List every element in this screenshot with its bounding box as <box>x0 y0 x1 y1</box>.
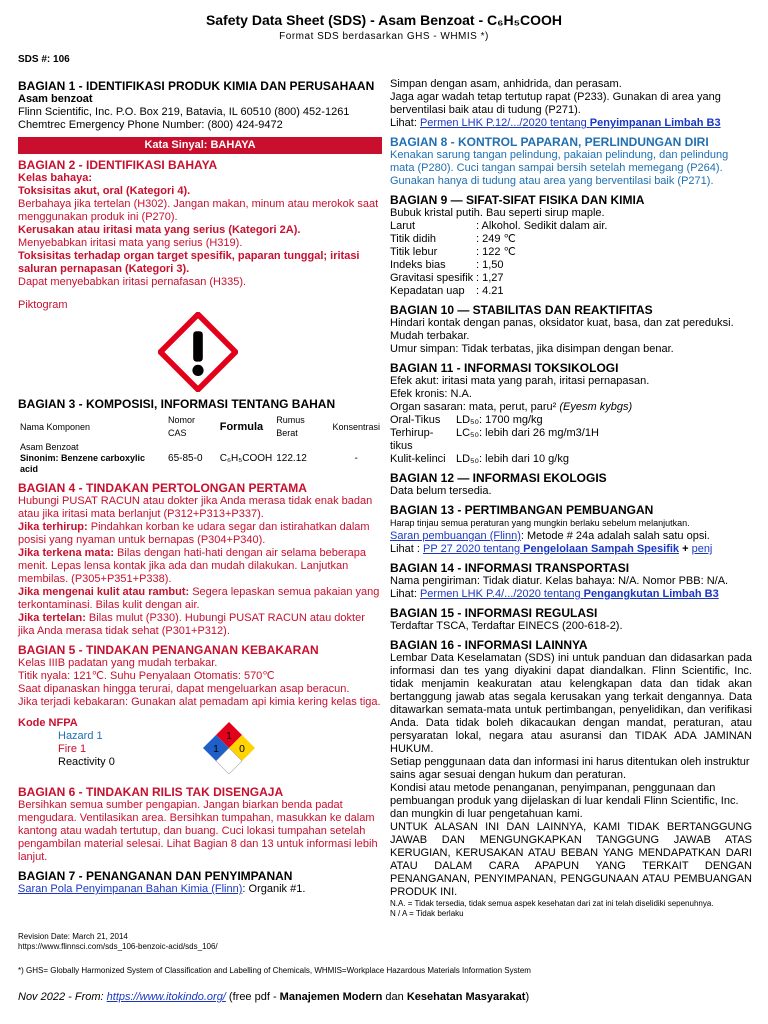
prop-value: : 249 ℃ <box>476 233 516 245</box>
regulation-more-link[interactable]: penj <box>691 543 713 555</box>
bottom-credit: Nov 2022 - From: https://www.itokindo.org/ (free pdf - Manajemen Modern dan Kesehatan Masyarakat) <box>18 991 530 1003</box>
na-note-2: N / A = Tidak berlaku <box>390 909 464 918</box>
skin-contact-text: Segera lepaskan semua pakaian yang terkontaminasi. Bilas kulit dengan air. <box>18 586 380 611</box>
section-12-heading: BAGIAN 12 — INFORMASI EKOLOGIS <box>390 471 607 485</box>
prop-label: Titik didih <box>390 233 437 245</box>
nfpa-reactivity-value: 0 <box>239 744 245 756</box>
other-info-p4: UNTUK ALASAN INI DAN LAINNYA, KAMI TIDAK BERTANGGUNG JAWAB DAN MENGUNGKAPKAN TANGGUNG JAWAB ATAS KERUGIAN, KERUSAKAN ATAU BEBAN YANG MENDAPATKAN DARI ATAU DALAM CARA APAPUN YANG TERKAIT DENGAN PENANGANAN, PENYIMPANAN, PENGGUNAAN ATAU PEMBUANGAN PRODUK INI. <box>390 821 752 898</box>
section-6-heading: BAGIAN 6 - TINDAKAN RILIS TAK DISENGAJA <box>18 785 284 799</box>
eye-contact-text: Bilas dengan hati-hati dengan air selama beberapa menit. Lepas lensa kontak jika ada dan mudah dilakukan. Lanjutkan membilas. (P305+P351+P338). <box>18 547 366 585</box>
ecology-text: Data belum tersedia. <box>390 485 492 497</box>
storage-see-label: Lihat: <box>390 117 420 129</box>
source-url: https://www.flinnsci.com/sds_106-benzoic-acid/sds_106/ <box>18 942 218 951</box>
transport-text: Nama pengiriman: Tidak diatur. Kelas bahaya: N/A. Nomor PBB: N/A. <box>390 575 729 587</box>
nfpa-fire-value: 1 <box>226 731 232 743</box>
storage-pattern-link[interactable]: Saran Pola Penyimpanan Bahan Kimia (Flinn) <box>18 883 243 895</box>
tox-route: Oral-Tikus <box>390 414 441 426</box>
component-synonym: Sinonim: Benzene carboxylic acid <box>20 453 146 474</box>
nfpa-diamond-icon <box>203 722 255 774</box>
prop-value: : 1,50 <box>476 259 504 271</box>
prop-value: : 122 ℃ <box>476 246 516 258</box>
company-info: Flinn Scientific, Inc. P.O. Box 219, Batavia, IL 60510 (800) 452-1261 <box>18 106 350 118</box>
component-cell <box>18 441 166 476</box>
revision-info <box>18 932 218 952</box>
prop-label: Larut <box>390 220 416 232</box>
section-10-heading: BAGIAN 10 — STABILITAS DAN REAKTIFITAS <box>390 303 653 317</box>
tox-value: LD₅₀: 1700 mg/kg <box>456 414 543 426</box>
section-2-heading: BAGIAN 2 - IDENTIFIKASI BAHAYA <box>18 158 218 172</box>
prop-label: Indeks bias <box>390 259 446 271</box>
formula-value: C₆H₅COOH <box>219 453 273 464</box>
other-info-p3: Kondisi atau metode penanganan, penyimpanan, penggunaan dan pembuangan produk yang dijelaskan di luar kendali Flinn Scientific, Inc. dan mungkin di luar pengetahuan kami. <box>390 782 739 820</box>
prop-label: Kepadatan uap <box>390 285 465 297</box>
right-column <box>390 78 752 919</box>
hazard-1-title: Toksisitas akut, oral (Kategori 4). <box>18 185 191 197</box>
disposal-note: Harap tinjau semua peraturan yang mungkin berlaku sebelum melanjutkan. <box>390 518 690 528</box>
nfpa-fire: Fire 1 <box>58 743 87 755</box>
prop-value: : 1,27 <box>476 272 504 284</box>
ghs-pictogram <box>158 312 278 392</box>
ingestion-label: Jika tertelan: <box>18 612 86 624</box>
skin-contact-label: Jika mengenai kulit atau rambut: <box>18 586 190 598</box>
tox-value: LC₅₀: lebih dari 26 mg/m3/1H <box>456 427 599 439</box>
document-subtitle: Format SDS berdasarkan GHS - WHMIS *) <box>279 31 489 42</box>
regulatory-text: Terdaftar TSCA, Terdaftar EINECS (200-618-2). <box>390 620 623 632</box>
section-4-heading: BAGIAN 4 - TINDAKAN PERTOLONGAN PERTAMA <box>18 481 307 495</box>
ingestion-text: Bilas mulut (P330). Hubungi PUSAT RACUN atau dokter jika Anda merasa tidak sehat (P301+P312). <box>18 612 365 637</box>
section-5-heading: BAGIAN 5 - TINDAKAN PENANGANAN KEBAKARAN <box>18 643 319 657</box>
section-16-heading: BAGIAN 16 - INFORMASI LAINNYA <box>390 638 588 652</box>
section-9-heading: BAGIAN 9 — SIFAT-SIFAT FISIKA DAN KIMIA <box>390 193 645 207</box>
component-name: Asam Benzoat <box>20 442 79 452</box>
nfpa-health-value: 1 <box>213 744 219 756</box>
section-13-heading: BAGIAN 13 - PERTIMBANGAN PEMBUANGAN <box>390 503 654 517</box>
regulation-p12-link[interactable]: Permen LHK P.12/.../2020 tentang Penyimpanan Limbah B3 <box>419 117 721 129</box>
other-info-p1: Lembar Data Keselamatan (SDS) ini untuk panduan dan didasarkan pada informasi dan tes yang diyakini dapat diandalkan. Flinn Scientific, Inc. tidak menjamin keakuratan atau kelengkapan data dan tidak akan bertanggung jawab atas segala kerusakan yang terkait dengannya. Data ditawarkan semata-mata untuk pertimbangan, penyelidikan, dan verifikasi Anda. Data tidak boleh dikacaukan dengan mandat, peraturan, atau persyaratan lokal, negara atau asuransi dan TIDAK ADA JAMINAN HUKUM. <box>390 652 752 755</box>
section-11-heading: BAGIAN 11 - INFORMASI TOKSIKOLOGI <box>390 361 619 375</box>
regulation-pp27-link[interactable]: PP 27 2020 tentang Pengelolaan Sampah Spesifik <box>423 543 680 555</box>
nfpa-block <box>18 730 382 786</box>
inhalation-label: Jika terhirup: <box>18 521 88 533</box>
plus-separator: + <box>679 543 692 555</box>
exclamation-mark-icon <box>158 312 238 392</box>
shelf-life-text: Umur simpan: Tidak terbatas, jika disimpan dengan benar. <box>390 343 674 355</box>
itokindo-link[interactable]: https://www.itokindo.org/ <box>106 991 226 1003</box>
section-8-heading: BAGIAN 8 - KONTROL PAPARAN, PERLINDUNGAN DIRI <box>390 135 709 149</box>
section-3-heading: BAGIAN 3 - KOMPOSISI, INFORMASI TENTANG BAHAN <box>18 397 336 411</box>
physical-description: Bubuk kristal putih. Bau seperti sirup maple. <box>390 207 605 219</box>
hazard-class-label: Kelas bahaya: <box>18 172 92 184</box>
section-7-heading: BAGIAN 7 - PENANGANAN DAN PENYIMPANAN <box>18 869 293 883</box>
transport-see-label: Lihat: <box>390 588 420 600</box>
eye-contact-label: Jika terkena mata: <box>18 547 114 559</box>
prop-value: : Alkohol. Sedikit dalam air. <box>476 220 608 232</box>
other-info-p2: Setiap penggunaan data dan informasi ini harus ditentukan oleh instruktur sains agar sesuai dengan hukum dan peraturan. <box>390 756 750 781</box>
nfpa-label: Kode NFPA <box>18 717 78 729</box>
conc-value: - <box>354 453 358 464</box>
stability-text: Hindari kontak dengan panas, oksidator kuat, basa, dan zat pereduksi. Mudah terbakar. <box>390 317 734 342</box>
hazard-2-text: Menyebabkan iritasi mata yang serius (H319). <box>18 237 243 249</box>
disposal-advice-link[interactable]: Saran pembuangan (Flinn) <box>390 530 521 542</box>
spill-text: Bersihkan semua sumber pengapian. Jangan biarkan benda padat mengudara. Ventilasikan area. Bersihkan tumpahan, masukkan ke dalam kantong atau wadah tertutup, dan buang. Cuci lokasi tumpahan setelah pengambilan material selesai. Lihat Bagian 8 dan 13 untuk informasi lebih lanjut. <box>18 799 378 863</box>
composition-table <box>18 413 382 476</box>
weight-value: 122.12 <box>276 453 307 464</box>
fire-line-1: Kelas IIIB padatan yang mudah terbakar. <box>18 657 218 669</box>
target-organs: Organ sasaran: mata, perut, paru² <box>390 401 557 413</box>
hazard-2-title: Kerusakan atau iritasi mata yang serius (Kategori 2A). <box>18 224 301 236</box>
col-cas: Nomor CAS <box>168 415 196 438</box>
sds-number: SDS #: 106 <box>18 54 70 65</box>
hazard-3-title: Toksisitas terhadap organ target spesifik, paparan tunggal; iritasi saluran pernapasan (Kategori 3). <box>18 250 360 275</box>
disposal-advice-rest: : Metode # 24a adalah salah satu opsi. <box>520 530 710 542</box>
exposure-text: Kenakan sarung tangan pelindung, pakaian pelindung, dan pelindung mata (P280). Cuci tangan sampai bersih setelah memegang (P264). Gunakan hanya di tudung atau area yang berventilasi baik (P271). <box>390 149 729 187</box>
fire-line-2: Titik nyala: 121℃. Suhu Penyalaan Otomatis: 570℃ <box>18 670 275 682</box>
left-column <box>18 78 382 896</box>
col-conc: Konsentrasi <box>332 421 380 432</box>
section-14-heading: BAGIAN 14 - INFORMASI TRANSPORTASI <box>390 561 630 575</box>
regulation-p4-link[interactable]: Permen LHK P.4/.../2020 tentang Pengangkutan Limbah B3 <box>419 588 719 600</box>
prop-label: Titik lebur <box>390 246 438 258</box>
hazard-3-text: Dapat menyebabkan iritasi pernafasan (H335). <box>18 276 247 288</box>
nfpa-hazard: Hazard 1 <box>58 730 103 742</box>
na-note-1: N.A. = Tidak tersedia, tidak semua aspek kesehatan dari zat ini telah diselidiki sepenuhnya. <box>390 899 714 908</box>
col-formula: Formula <box>219 420 264 433</box>
tox-route: Kulit-kelinci <box>390 453 446 465</box>
prop-value: : 4.21 <box>476 285 504 297</box>
nfpa-reactivity: Reactivity 0 <box>58 756 115 768</box>
product-name: Asam benzoat <box>18 93 93 105</box>
revision-date: Revision Date: March 21, 2014 <box>18 932 128 941</box>
storage-line-1: Simpan dengan asam, anhidrida, dan perasam. <box>390 78 622 90</box>
fire-line-4: Jika terjadi kebakaran: Gunakan alat pemadam api kimia kering kelas tiga. <box>18 696 381 708</box>
storage-pattern-rest: : Organik #1. <box>242 883 306 895</box>
fire-line-3: Saat dipanaskan hingga terurai, dapat mengeluarkan asap beracun. <box>18 683 350 695</box>
col-name: Nama Komponen <box>20 421 91 432</box>
acute-effects: Efek akut: iritasi mata yang parah, iritasi pernapasan. <box>390 375 650 387</box>
section-15-heading: BAGIAN 15 - INFORMASI REGULASI <box>390 606 598 620</box>
pictogram-label: Piktogram <box>18 299 68 311</box>
section-1-heading: BAGIAN 1 - IDENTIFIKASI PRODUK KIMIA DAN PERUSAHAAN <box>18 79 375 93</box>
cas-value: 65-85-0 <box>168 453 203 464</box>
hazard-1-text: Berbahaya jika tertelan (H302). Jangan makan, minum atau merokok saat menggunakan produk ini (P270). <box>18 198 379 223</box>
signal-word-banner: Kata Sinyal: BAHAYA <box>18 137 382 154</box>
document-title: Safety Data Sheet (SDS) - Asam Benzoat - C₆H₅COOH <box>205 12 563 28</box>
tox-value: LD₅₀: lebih dari 10 g/kg <box>456 453 569 465</box>
disposal-see-label: Lihat : <box>390 543 424 555</box>
inhalation-text: Pindahkan korban ke udara segar dan istirahatkan dalam posisi yang nyaman untuk bernapas (P304+P340). <box>18 521 370 546</box>
prop-label: Gravitasi spesifik <box>390 272 474 284</box>
chronic-effects: Efek kronis: N.A. <box>390 388 472 400</box>
col-weight: Rumus Berat <box>276 415 305 438</box>
first-aid-intro: Hubungi PUSAT RACUN atau dokter jika Anda merasa tidak enak badan atau jika iritasi mata berlanjut (P312+P313+P337). <box>18 495 373 520</box>
target-organs-note: (Eyesm kybgs) <box>559 401 633 413</box>
ghs-footnote: *) GHS= Globally Harmonized System of Classification and Labelling of Chemicals, WHMIS=Workplace Hazardous Materials Information System <box>18 966 531 975</box>
tox-route: Terhirup-tikus <box>390 427 434 452</box>
storage-line-2: Jaga agar wadah tetap tertutup rapat (P233). Gunakan di area yang berventilasi baik atau di tudung (P271). <box>390 91 721 116</box>
emergency-phone: Chemtrec Emergency Phone Number: (800) 424-9472 <box>18 119 283 131</box>
